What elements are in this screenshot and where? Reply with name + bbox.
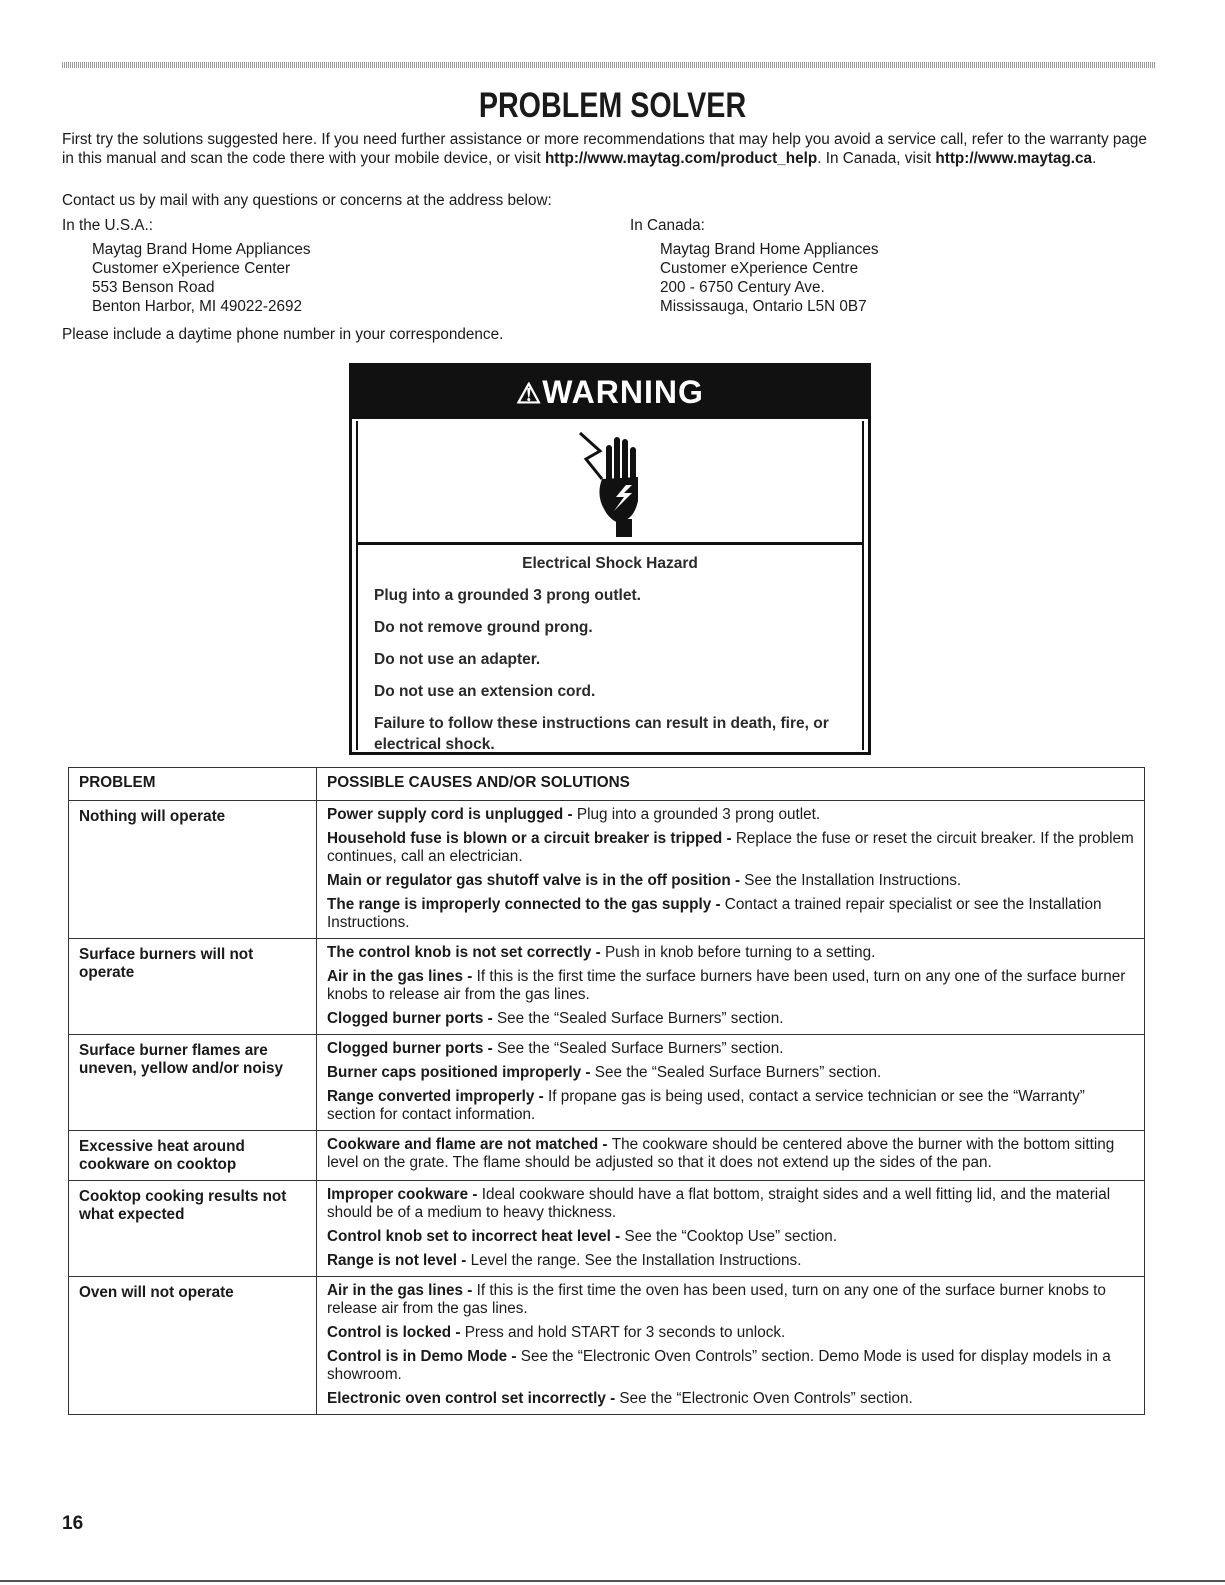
solutions-cell bbox=[317, 939, 1145, 1035]
column-header-problem: PROBLEM bbox=[69, 768, 317, 801]
solution-item bbox=[327, 1348, 1134, 1384]
warning-line: Failure to follow these instructions can result in death, fire, or electrical shock. bbox=[374, 715, 829, 753]
address-line: 200 - 6750 Century Ave. bbox=[660, 279, 825, 296]
solution-cause: Clogged burner ports - bbox=[327, 1040, 497, 1057]
intro-text: First try the solutions suggested here. If you need further assistance or more recommendations that may help you avoid a service call, refer to the warranty page in this manual and scan the code there with your mobile device, or visit bbox=[62, 131, 1147, 167]
solution-item bbox=[327, 1252, 1134, 1270]
solution-text: Level the range. See the Installation Instructions. bbox=[470, 1252, 802, 1269]
solution-item bbox=[327, 1088, 1134, 1124]
warning-box bbox=[349, 363, 871, 755]
table-row bbox=[69, 801, 1145, 939]
problem-cell: Surface burner flames are uneven, yellow and/or noisy bbox=[69, 1035, 317, 1131]
solution-item bbox=[327, 1040, 1134, 1058]
electrical-shock-hand-icon bbox=[572, 429, 652, 539]
warning-line: Plug into a grounded 3 prong outlet. bbox=[374, 587, 641, 604]
warning-label: WARNING bbox=[542, 374, 704, 410]
warning-triangle-icon: ⚠ bbox=[516, 378, 543, 409]
solution-text: If this is the first time the surface burners have been used, turn on any one of the surface burner knobs to release air from the gas lines. bbox=[327, 968, 1126, 1003]
solution-text: See the “Cooktop Use” section. bbox=[624, 1228, 838, 1245]
solution-text: Ideal cookware should have a flat bottom, straight sides and a well fitting lid, and the material should be of a medium to heavy thickness. bbox=[327, 1186, 1111, 1221]
hazard-title: Electrical Shock Hazard bbox=[522, 555, 698, 572]
solution-item bbox=[327, 944, 1134, 962]
page-title: PROBLEM SOLVER bbox=[478, 86, 747, 125]
solution-text: See the “Sealed Surface Burners” section. bbox=[496, 1010, 784, 1027]
warning-icon-area bbox=[356, 421, 864, 544]
solution-text: Replace the fuse or reset the circuit breaker. If the problem continues, call an electrician. bbox=[327, 830, 1134, 865]
solution-cause: The range is improperly connected to the gas supply - bbox=[327, 896, 725, 913]
warning-line: Do not use an adapter. bbox=[374, 651, 541, 668]
solution-cause: Control is locked - bbox=[327, 1324, 465, 1341]
top-rule bbox=[62, 62, 1155, 68]
solution-text: The cookware should be centered above the burner with the bottom sitting level on the grate. The flame should be adjusted so that it does not extend up the sides of the pan. bbox=[327, 1136, 1115, 1171]
address-line: Customer eXperience Center bbox=[92, 260, 291, 277]
solution-cause: Control knob set to incorrect heat level - bbox=[327, 1228, 625, 1245]
address-label: In the U.S.A.: bbox=[62, 217, 153, 234]
address-line: Customer eXperience Centre bbox=[660, 260, 859, 277]
intro-text-canada: . In Canada, visit bbox=[817, 150, 936, 167]
solution-item bbox=[327, 1064, 1134, 1082]
address-label: In Canada: bbox=[630, 217, 705, 234]
solution-cause: Main or regulator gas shutoff valve is in the off position - bbox=[327, 872, 745, 889]
solution-text: If this is the first time the oven has been used, turn on any one of the surface burner knobs to release air from the gas lines. bbox=[327, 1282, 1106, 1317]
solution-text: Plug into a grounded 3 prong outlet. bbox=[576, 806, 821, 823]
solution-cause: Clogged burner ports - bbox=[327, 1010, 497, 1027]
problem-cell: Cooktop cooking results not what expected bbox=[69, 1181, 317, 1277]
table-header-row bbox=[69, 768, 1145, 801]
problem-solver-table bbox=[68, 767, 1145, 1415]
column-header-solutions: POSSIBLE CAUSES AND/OR SOLUTIONS bbox=[317, 768, 1145, 801]
solutions-cell bbox=[317, 801, 1145, 939]
solution-cause: Cookware and flame are not matched - bbox=[327, 1136, 612, 1153]
table-row bbox=[69, 939, 1145, 1035]
bottom-rule bbox=[0, 1580, 1225, 1582]
address-canada bbox=[630, 216, 879, 316]
solution-text: Press and hold START for 3 seconds to unlock. bbox=[464, 1324, 786, 1341]
table-row bbox=[69, 1181, 1145, 1277]
table-row bbox=[69, 1131, 1145, 1181]
solution-cause: Power supply cord is unplugged - bbox=[327, 806, 577, 823]
solution-cause: Range converted improperly - bbox=[327, 1088, 549, 1105]
solution-item bbox=[327, 1186, 1134, 1222]
problem-cell: Nothing will operate bbox=[69, 801, 317, 939]
problem-cell: Oven will not operate bbox=[69, 1277, 317, 1415]
table-row bbox=[69, 1277, 1145, 1415]
solutions-cell bbox=[317, 1181, 1145, 1277]
solution-text: If propane gas is being used, contact a service technician or see the “Warranty” section for contact information. bbox=[327, 1088, 1085, 1123]
warning-line: Do not remove ground prong. bbox=[374, 619, 593, 636]
address-line: Maytag Brand Home Appliances bbox=[92, 241, 311, 258]
solution-item bbox=[327, 872, 1134, 890]
maytag-ca-link[interactable]: http://www.maytag.ca bbox=[935, 150, 1093, 167]
solution-cause: Range is not level - bbox=[327, 1252, 471, 1269]
address-line: Maytag Brand Home Appliances bbox=[660, 241, 879, 258]
solution-item bbox=[327, 830, 1134, 866]
solution-text: Contact a trained repair specialist or see the Installation Instructions. bbox=[327, 896, 1102, 931]
solution-cause: Household fuse is blown or a circuit breaker is tripped - bbox=[327, 830, 736, 847]
solution-item bbox=[327, 1390, 1134, 1408]
solution-item bbox=[327, 1010, 1134, 1028]
warning-line: Do not use an extension cord. bbox=[374, 683, 596, 700]
address-usa bbox=[62, 216, 311, 316]
solution-text: See the “Sealed Surface Burners” section. bbox=[496, 1040, 784, 1057]
solution-item bbox=[327, 1282, 1134, 1318]
solution-item bbox=[327, 968, 1134, 1004]
solution-cause: Control is in Demo Mode - bbox=[327, 1348, 521, 1365]
warning-text bbox=[356, 545, 864, 753]
solution-cause: Burner caps positioned improperly - bbox=[327, 1064, 595, 1081]
solution-text: See the “Electronic Oven Controls” section. Demo Mode is used for display models in a showroom. bbox=[327, 1348, 1111, 1383]
solution-item bbox=[327, 806, 1134, 824]
solution-cause: Air in the gas lines - bbox=[327, 1282, 477, 1299]
solution-item bbox=[327, 896, 1134, 932]
address-line: Mississauga, Ontario L5N 0B7 bbox=[660, 298, 867, 315]
solution-text: Push in knob before turning to a setting. bbox=[604, 944, 876, 961]
page-number: 16 bbox=[62, 1513, 84, 1534]
solution-item bbox=[327, 1136, 1134, 1172]
solution-text: See the “Sealed Surface Burners” section. bbox=[594, 1064, 882, 1081]
solutions-cell bbox=[317, 1277, 1145, 1415]
maytag-us-link[interactable]: http://www.maytag.com/product_help bbox=[544, 150, 818, 167]
table-row bbox=[69, 1035, 1145, 1131]
solutions-cell bbox=[317, 1035, 1145, 1131]
solution-text: See the Installation Instructions. bbox=[744, 872, 962, 889]
solution-cause: Improper cookware - bbox=[327, 1186, 482, 1203]
solution-item bbox=[327, 1228, 1134, 1246]
solutions-cell bbox=[317, 1131, 1145, 1181]
solution-cause: Air in the gas lines - bbox=[327, 968, 477, 985]
intro-text-end: . bbox=[1092, 150, 1097, 167]
address-line: 553 Benson Road bbox=[92, 279, 215, 296]
solution-cause: The control knob is not set correctly - bbox=[327, 944, 605, 961]
solution-text: See the “Electronic Oven Controls” section. bbox=[619, 1390, 913, 1407]
problem-cell: Excessive heat around cookware on cooktop bbox=[69, 1131, 317, 1181]
solution-cause: Electronic oven control set incorrectly - bbox=[327, 1390, 620, 1407]
solution-item bbox=[327, 1324, 1134, 1342]
intro-paragraph bbox=[62, 130, 1157, 168]
phone-note: Please include a daytime phone number in your correspondence. bbox=[62, 326, 504, 343]
contact-line: Contact us by mail with any questions or concerns at the address below: bbox=[62, 192, 552, 209]
warning-banner bbox=[352, 366, 868, 419]
address-line: Benton Harbor, MI 49022-2692 bbox=[92, 298, 303, 315]
problem-cell: Surface burners will not operate bbox=[69, 939, 317, 1035]
